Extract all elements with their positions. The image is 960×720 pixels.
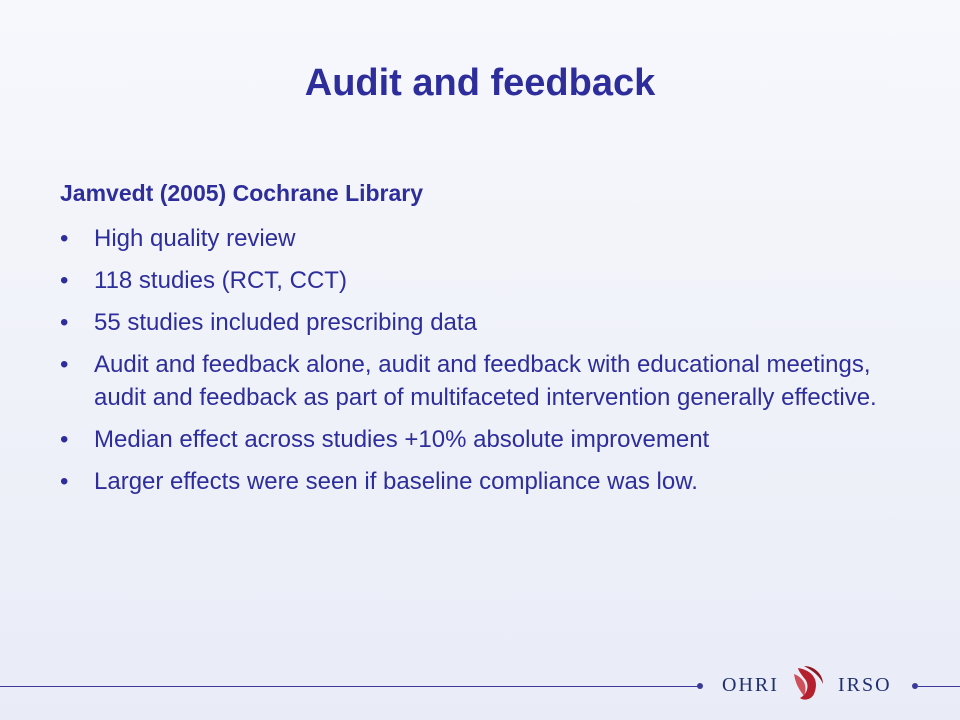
bullet-item <box>60 222 880 255</box>
bullet-marker: • <box>60 309 69 336</box>
logo-irso: IRSO <box>838 674 892 696</box>
bullet-text: 55 studies included prescribing data <box>94 309 477 336</box>
bullet-item <box>60 306 880 339</box>
bullet-item <box>60 348 880 414</box>
logo-ohri: OHRI <box>722 674 779 696</box>
bullet-text: High quality review <box>94 225 296 252</box>
slide-title: Audit and feedback <box>304 62 656 104</box>
bullet-item <box>60 264 880 297</box>
slide-subtitle: Jamvedt (2005) Cochrane Library <box>60 180 424 206</box>
footer-dot-left <box>697 683 703 689</box>
bullet-list <box>60 222 880 507</box>
bullet-text: 118 studies (RCT, CCT) <box>94 267 347 294</box>
bullet-item <box>60 465 880 498</box>
bullet-text: Audit and feedback alone, audit and feedback with educational meetings, audit and feedback as part of multifaceted intervention generally effective. <box>94 351 877 411</box>
bullet-marker: • <box>60 426 69 453</box>
bullet-marker: • <box>60 351 69 378</box>
footer-rule-right <box>918 686 960 687</box>
bullet-marker: • <box>60 267 69 294</box>
bullet-marker: • <box>60 468 69 495</box>
bullet-text: Median effect across studies +10% absolute improvement <box>94 426 710 453</box>
bullet-marker: • <box>60 225 69 252</box>
bullet-text: Larger effects were seen if baseline compliance was low. <box>94 468 698 495</box>
ohri-logo-mark-icon <box>790 664 826 702</box>
bullet-item <box>60 423 880 456</box>
footer-rule-left <box>0 686 698 687</box>
